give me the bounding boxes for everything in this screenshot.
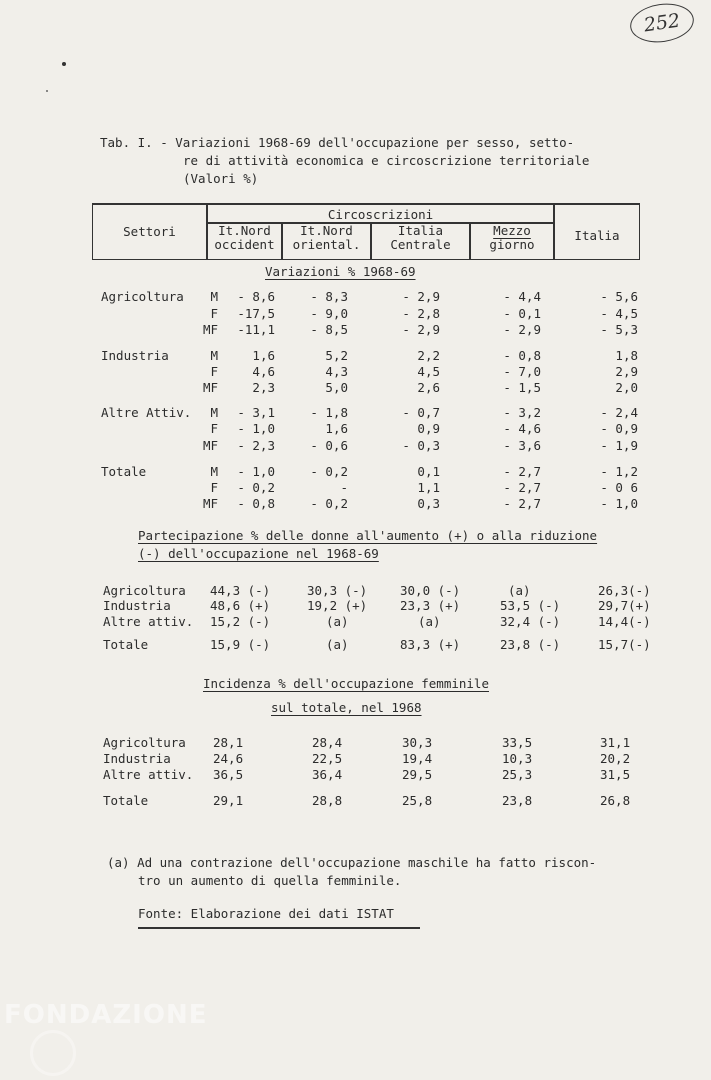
table-cell: 31,5 [600,767,631,782]
table-cell: - 0,8 [503,348,541,363]
sex-label: MF [202,322,218,337]
table-cell: - 2,9 [503,322,541,337]
row-label: Altre attiv. [103,767,194,782]
table-cell: - 0,1 [503,306,541,321]
row-label: Agricoltura [101,289,184,304]
footnote: (a) Ad una contrazione dell'occupazione maschile ha fatto riscon- [107,855,597,870]
section-heading-variazioni: Variazioni % 1968-69 [265,264,416,279]
source-underline [138,927,420,929]
table-cell: (a) [326,614,349,629]
header-col-mezzogiorno [471,224,553,252]
table-cell: - 3,2 [503,405,541,420]
table-cell: - 0,8 [237,496,275,511]
table-cell: - 0,2 [237,480,275,495]
table-cell: (a) [418,614,441,629]
table-cell: 26,3(-) [598,583,651,598]
table-cell: 0,1 [417,464,440,479]
ink-mark [46,90,48,92]
table-cell: 31,1 [600,735,631,750]
table-cell: 2,3 [252,380,275,395]
table-cell: 20,2 [600,751,631,766]
table-cell: 0,9 [417,421,440,436]
table-cell: 36,5 [213,767,244,782]
table-cell: - 1,0 [600,496,638,511]
table-cell: - 0,2 [310,464,348,479]
watermark-logo: FONDAZIONE [4,1000,208,1030]
table-cell: 28,4 [312,735,343,750]
title-line: re di attività economica e circoscrizione territoriale [183,153,590,168]
table-cell: 19,2 (+) [307,598,368,613]
table-cell: 25,8 [402,793,433,808]
table-cell: - 4,5 [600,306,638,321]
table-cell: - 2,7 [503,464,541,479]
header-col-nord-orientale [283,224,370,252]
header-line: Centrale [390,237,451,252]
table-cell: 19,4 [402,751,433,766]
table-cell: - 8,5 [310,322,348,337]
header-col-nord-occidentale [208,224,281,252]
table-cell: (a) [326,637,349,652]
table-cell: - 0,6 [310,438,348,453]
row-label: Altre attiv. [103,614,194,629]
table-cell: 29,5 [402,767,433,782]
table-cell: - 4,4 [503,289,541,304]
row-label: Totale [103,793,149,808]
table-cell: - 1,9 [600,438,638,453]
header-col-centrale [372,224,469,252]
table-cell: 15,2 (-) [210,614,271,629]
table-cell: 4,3 [325,364,348,379]
table-cell: - 9,0 [310,306,348,321]
table-cell: - 1,8 [310,405,348,420]
sex-label: F [210,480,218,495]
table-cell: - 2,3 [237,438,275,453]
table-cell: 1,8 [615,348,638,363]
table-cell: (a) [508,583,531,598]
table-cell: 29,7(+) [598,598,651,613]
table-cell: 2,0 [615,380,638,395]
table-cell: -11,1 [237,322,275,337]
table-cell: 2,2 [417,348,440,363]
table-cell: 83,3 (+) [400,637,461,652]
header-line: It.Nord [300,223,353,238]
header-line: Italia [397,223,444,238]
page-number: 252 [628,0,697,46]
row-label: Totale [103,637,149,652]
header-line: It.Nord [218,223,271,238]
table-cell: - 0,3 [402,438,440,453]
title-line: Tab. I. - Variazioni 1968-69 dell'occupazione per sesso, setto- [100,135,575,150]
header-line: Mezzo [493,223,531,238]
table-cell: - 0,9 [600,421,638,436]
row-label: Agricoltura [103,735,186,750]
table-cell: 2,6 [417,380,440,395]
table-cell: - 2,8 [402,306,440,321]
sex-label: M [210,464,218,479]
table-cell: 48,6 (+) [210,598,271,613]
table-cell: 32,4 (-) [500,614,561,629]
table-cell: 1,1 [417,480,440,495]
table-header [92,203,640,260]
title-line: (Valori %) [183,171,259,186]
table-cell: 2,9 [615,364,638,379]
row-label: Industria [103,598,171,613]
table-cell: - 1,5 [503,380,541,395]
table-cell: 28,8 [312,793,343,808]
table-cell: 36,4 [312,767,343,782]
sex-label: MF [202,496,218,511]
section-heading-partecipazione: (-) dell'occupazione nel 1968-69 [138,546,379,561]
table-cell: - 2,7 [503,496,541,511]
table-cell: 33,5 [502,735,533,750]
table-cell: 4,5 [417,364,440,379]
source-note: Fonte: Elaborazione dei dati ISTAT [138,906,394,921]
header-italia: Italia [574,228,620,243]
table-cell: 5,2 [325,348,348,363]
table-cell: - 5,6 [600,289,638,304]
table-cell: - 1,0 [237,421,275,436]
table-cell: - [340,480,348,495]
table-cell: 30,3 (-) [307,583,368,598]
row-label: Industria [103,751,171,766]
row-label: Agricoltura [103,583,186,598]
row-label: Industria [101,348,169,363]
table-cell: - 0 6 [600,480,638,495]
table-cell: 29,1 [213,793,244,808]
table-cell: 15,7(-) [598,637,651,652]
section-heading-incidenza: sul totale, nel 1968 [271,700,422,715]
table-cell: 10,3 [502,751,533,766]
table-cell: 44,3 (-) [210,583,271,598]
table-cell: - 2,7 [503,480,541,495]
table-cell: 14,4(-) [598,614,651,629]
header-circoscrizioni: Circoscrizioni [327,207,434,222]
table-cell: 1,6 [325,421,348,436]
ink-mark [62,62,66,66]
table-cell: 5,0 [325,380,348,395]
table-cell: 15,9 (-) [210,637,271,652]
table-cell: - 1,2 [600,464,638,479]
table-cell: - 2,4 [600,405,638,420]
table-cell: 23,8 [502,793,533,808]
sex-label: F [210,421,218,436]
table-cell: 26,8 [600,793,631,808]
table-cell: 24,6 [213,751,244,766]
header-settori: Settori [123,224,176,239]
table-title [100,134,589,188]
section-heading-incidenza: Incidenza % dell'occupazione femminile [203,676,489,691]
sex-label: M [210,348,218,363]
row-label: Altre Attiv. [101,405,192,420]
table-cell: 0,3 [417,496,440,511]
table-cell: 53,5 (-) [500,598,561,613]
table-cell: - 3,6 [503,438,541,453]
table-cell: 23,8 (-) [500,637,561,652]
sex-label: MF [202,380,218,395]
table-cell: - 8,6 [237,289,275,304]
table-cell: 23,3 (+) [400,598,461,613]
table-cell: 4,6 [252,364,275,379]
header-line: oriental. [292,237,361,252]
table-cell: 30,3 [402,735,433,750]
sex-label: M [210,405,218,420]
table-cell: - 0,7 [402,405,440,420]
table-cell: - 8,3 [310,289,348,304]
table-cell: - 0,2 [310,496,348,511]
footnote: tro un aumento di quella femminile. [138,873,402,888]
row-label: Totale [101,464,147,479]
sex-label: M [210,289,218,304]
table-cell: - 2,9 [402,322,440,337]
table-cell: - 5,3 [600,322,638,337]
header-line: occident [214,237,275,252]
table-cell: - 2,9 [402,289,440,304]
table-cell: 30,0 (-) [400,583,461,598]
header-line: giorno [489,237,535,252]
table-cell: - 7,0 [503,364,541,379]
table-cell: - 1,0 [237,464,275,479]
watermark-logo [30,1030,76,1076]
table-cell: 1,6 [252,348,275,363]
sex-label: MF [202,438,218,453]
table-cell: 25,3 [502,767,533,782]
sex-label: F [210,306,218,321]
table-cell: - 4,6 [503,421,541,436]
section-heading-partecipazione: Partecipazione % delle donne all'aumento (+) o alla riduzione [138,528,598,543]
table-cell: 28,1 [213,735,244,750]
table-cell: -17,5 [237,306,275,321]
table-cell: - 3,1 [237,405,275,420]
table-cell: 22,5 [312,751,343,766]
sex-label: F [210,364,218,379]
